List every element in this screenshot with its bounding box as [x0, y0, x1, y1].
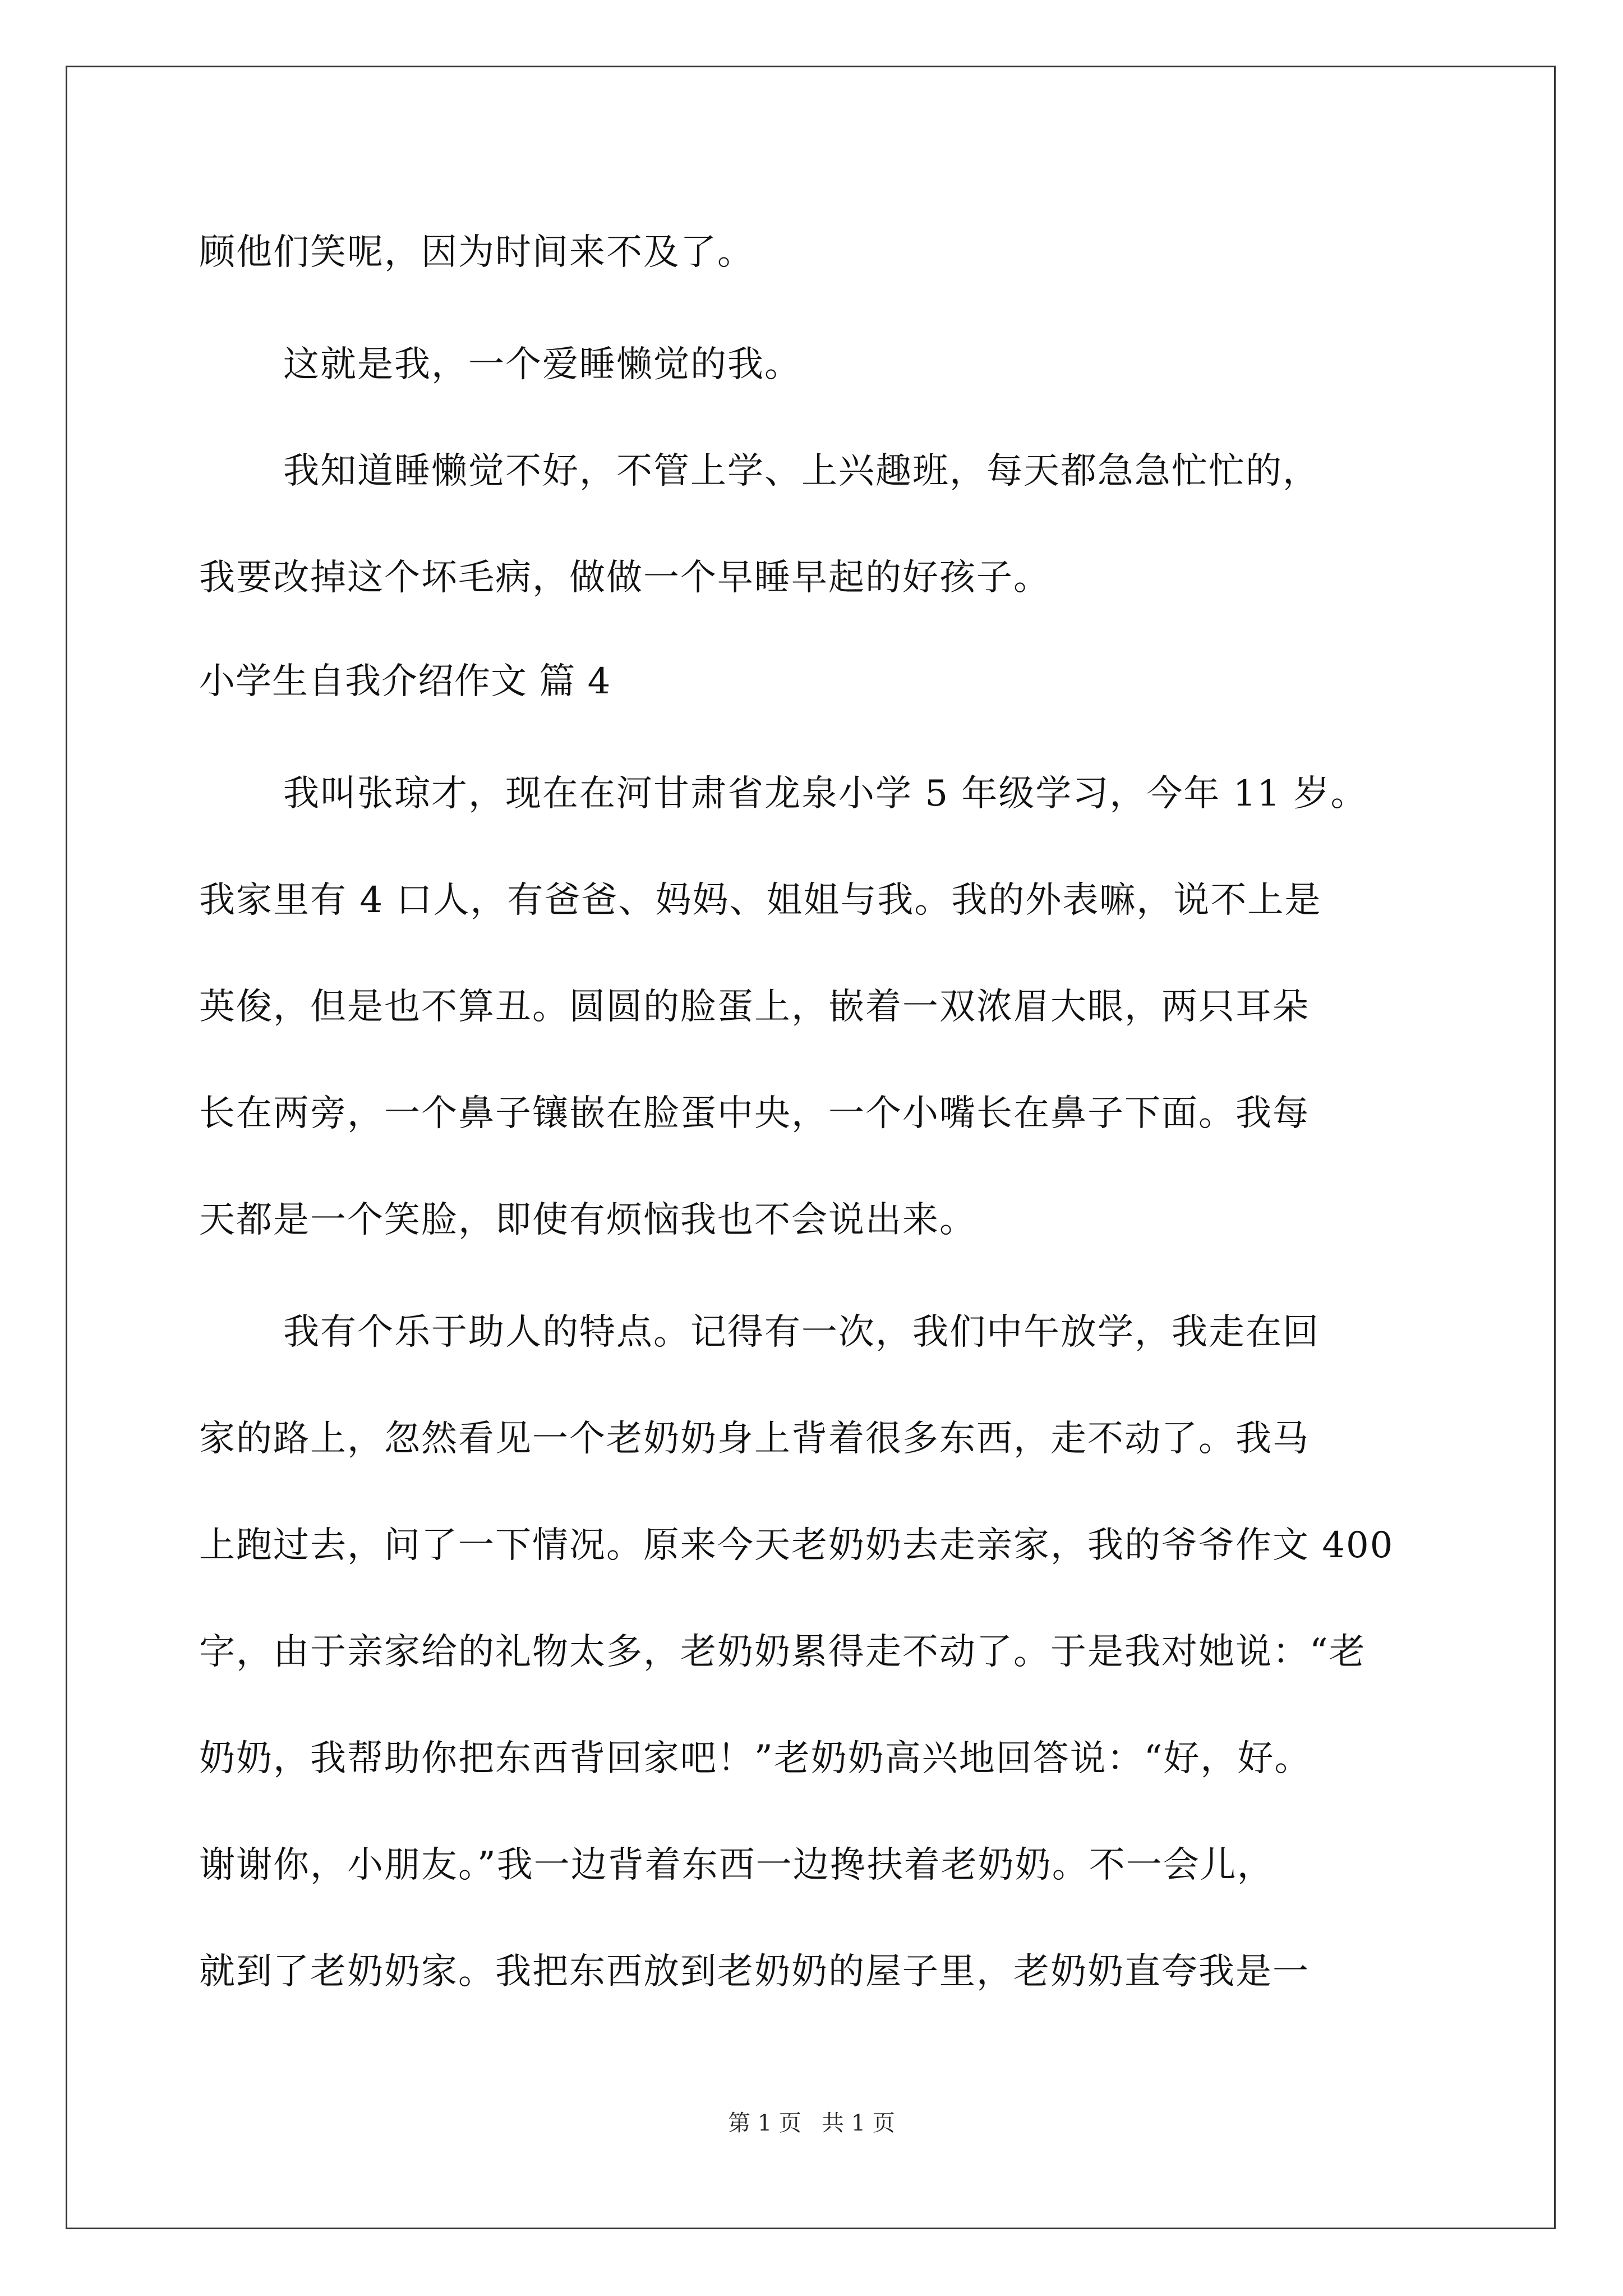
- paragraph-line: 我家里有 4 口人，有爸爸、妈妈、姐姐与我。我的外表嘛，说不上是: [199, 880, 1322, 921]
- paragraph-line: 英俊，但是也不算丑。圆圆的脸蛋上，嵌着一双浓眉大眼，两只耳朵: [199, 986, 1310, 1028]
- paragraph-line: 顾他们笑呢，因为时间来不及了。: [199, 232, 754, 273]
- paragraph-line: 我叫张琼才，现在在河甘肃省龙泉小学 5 年级学习，今年 11 岁。: [283, 773, 1368, 815]
- paragraph-line: 这就是我，一个爱睡懒觉的我。: [283, 344, 801, 385]
- section-title: 小学生自我介绍作文 篇 4: [199, 661, 611, 702]
- page-total: 共 1 页: [822, 2110, 895, 2136]
- paragraph-line: 长在两旁，一个鼻子镶嵌在脸蛋中央，一个小嘴长在鼻子下面。我每: [199, 1093, 1310, 1134]
- page-footer: [0, 2109, 1623, 2137]
- page-border: [66, 66, 1556, 2229]
- paragraph-line: 我知道睡懒觉不好，不管上学、上兴趣班，每天都急急忙忙的，: [283, 450, 1320, 492]
- paragraph-line: 我有个乐于助人的特点。记得有一次，我们中午放学，我走在回: [283, 1312, 1320, 1353]
- paragraph-line: 奶奶，我帮助你把东西背回家吧！”老奶奶高兴地回答说：“好，好。: [199, 1738, 1312, 1779]
- paragraph-line: 天都是一个笑脸，即使有烦恼我也不会说出来。: [199, 1199, 976, 1241]
- paragraph-line: 谢谢你，小朋友。”我一边背着东西一边搀扶着老奶奶。不一会儿，: [199, 1844, 1274, 1886]
- paragraph-line: 上跑过去，问了一下情况。原来今天老奶奶去走亲家，我的爷爷作文 400: [199, 1525, 1394, 1566]
- paragraph-line: 字，由于亲家给的礼物太多，老奶奶累得走不动了。于是我对她说：“老: [199, 1631, 1366, 1673]
- paragraph-line: 家的路上，忽然看见一个老奶奶身上背着很多东西，走不动了。我马: [199, 1418, 1310, 1460]
- page-number: 第 1 页: [728, 2110, 801, 2136]
- paragraph-line: 我要改掉这个坏毛病，做做一个早睡早起的好孩子。: [199, 557, 1050, 599]
- paragraph-line: 就到了老奶奶家。我把东西放到老奶奶的屋子里，老奶奶直夸我是一: [199, 1951, 1310, 1993]
